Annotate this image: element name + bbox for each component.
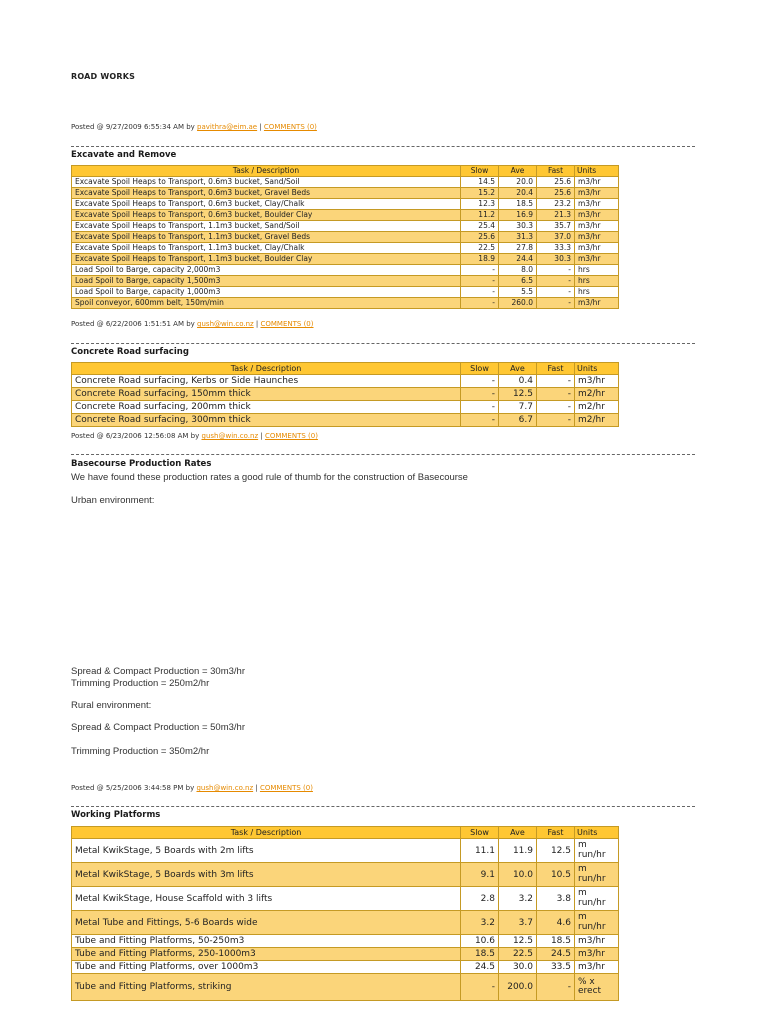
- author-link[interactable]: pavithra@eim.ae: [197, 123, 258, 131]
- cell-units: m3/hr: [575, 243, 619, 254]
- divider: [71, 454, 695, 455]
- header-ave: Ave: [499, 363, 537, 375]
- cell-fast: -: [537, 414, 575, 427]
- header-slow: Slow: [461, 827, 499, 839]
- cell-fast: -: [537, 388, 575, 401]
- section-title-concrete: Concrete Road surfacing: [71, 347, 189, 357]
- cell-fast: 4.6: [537, 911, 575, 935]
- cell-task: Tube and Fitting Platforms, 50-250m3: [72, 935, 461, 948]
- cell-units: m3/hr: [575, 177, 619, 188]
- cell-ave: 200.0: [499, 974, 537, 1001]
- cell-units: m3/hr: [575, 188, 619, 199]
- cell-fast: 33.3: [537, 243, 575, 254]
- cell-ave: 16.9: [499, 210, 537, 221]
- cell-task: Excavate Spoil Heaps to Transport, 0.6m3 bucket, Gravel Beds: [72, 188, 461, 199]
- cell-slow: 24.5: [461, 961, 499, 974]
- cell-ave: 6.5: [499, 276, 537, 287]
- cell-ave: 27.8: [499, 243, 537, 254]
- cell-slow: 15.2: [461, 188, 499, 199]
- urban-spread: Spread & Compact Production = 30m3/hr: [71, 666, 245, 677]
- table-row: [72, 210, 619, 221]
- table-concrete: [71, 362, 619, 427]
- header-slow: Slow: [461, 166, 499, 177]
- separator: |: [258, 432, 265, 440]
- header-ave: Ave: [499, 827, 537, 839]
- cell-units: m run/hr: [575, 887, 619, 911]
- cell-task: Metal Tube and Fittings, 5-6 Boards wide: [72, 911, 461, 935]
- table-excavate: [71, 165, 619, 309]
- cell-task: Excavate Spoil Heaps to Transport, 1.1m3 bucket, Gravel Beds: [72, 232, 461, 243]
- cell-slow: 9.1: [461, 863, 499, 887]
- cell-task: Excavate Spoil Heaps to Transport, 0.6m3 bucket, Sand/Soil: [72, 177, 461, 188]
- table-row: [72, 276, 619, 287]
- cell-fast: 33.5: [537, 961, 575, 974]
- header-units: Units: [575, 166, 619, 177]
- cell-task: Metal KwikStage, 5 Boards with 3m lifts: [72, 863, 461, 887]
- table-row: [72, 287, 619, 298]
- cell-slow: 18.9: [461, 254, 499, 265]
- posted-timestamp: Posted @ 5/25/2006 3:44:58 PM by: [71, 784, 197, 792]
- cell-slow: 11.1: [461, 839, 499, 863]
- cell-slow: 25.6: [461, 232, 499, 243]
- cell-units: m run/hr: [575, 863, 619, 887]
- post-meta: [71, 123, 317, 131]
- cell-fast: 35.7: [537, 221, 575, 232]
- table-row: [72, 298, 619, 309]
- posted-timestamp: Posted @ 6/22/2006 1:51:51 AM by: [71, 320, 198, 328]
- cell-ave: 18.5: [499, 199, 537, 210]
- section-title-excavate: Excavate and Remove: [71, 150, 177, 160]
- cell-slow: 12.3: [461, 199, 499, 210]
- table-row: [72, 961, 619, 974]
- cell-slow: 14.5: [461, 177, 499, 188]
- rural-spread: Spread & Compact Production = 50m3/hr: [71, 722, 245, 733]
- post-meta: [71, 320, 314, 328]
- cell-units: m3/hr: [575, 199, 619, 210]
- cell-task: Spoil conveyor, 600mm belt, 150m/min: [72, 298, 461, 309]
- cell-slow: 22.5: [461, 243, 499, 254]
- author-link[interactable]: gush@win.co.nz: [201, 432, 259, 440]
- cell-fast: 3.8: [537, 887, 575, 911]
- table-row: [72, 974, 619, 1001]
- table-row: [72, 254, 619, 265]
- cell-fast: 10.5: [537, 863, 575, 887]
- header-fast: Fast: [537, 827, 575, 839]
- cell-fast: -: [537, 287, 575, 298]
- table-row: [72, 911, 619, 935]
- cell-ave: 20.0: [499, 177, 537, 188]
- cell-ave: 24.4: [499, 254, 537, 265]
- post-meta: [71, 432, 318, 440]
- header-units: Units: [575, 827, 619, 839]
- urban-trim: Trimming Production = 250m2/hr: [71, 678, 210, 689]
- cell-fast: -: [537, 298, 575, 309]
- table-row: [72, 188, 619, 199]
- table-row: [72, 375, 619, 388]
- header-ave: Ave: [499, 166, 537, 177]
- cell-fast: -: [537, 276, 575, 287]
- author-link[interactable]: gush@win.co.nz: [196, 784, 254, 792]
- cell-task: Excavate Spoil Heaps to Transport, 0.6m3 bucket, Boulder Clay: [72, 210, 461, 221]
- table-row: [72, 232, 619, 243]
- header-slow: Slow: [461, 363, 499, 375]
- table-header-row: [72, 363, 619, 375]
- posted-timestamp: Posted @ 9/27/2009 6:55:34 AM by: [71, 123, 198, 131]
- table-row: [72, 839, 619, 863]
- cell-units: m run/hr: [575, 839, 619, 863]
- cell-ave: 10.0: [499, 863, 537, 887]
- cell-slow: 10.6: [461, 935, 499, 948]
- cell-fast: -: [537, 401, 575, 414]
- cell-fast: 30.3: [537, 254, 575, 265]
- section-title-platforms: Working Platforms: [71, 810, 161, 820]
- cell-ave: 12.5: [499, 388, 537, 401]
- cell-units: m3/hr: [575, 254, 619, 265]
- comments-link[interactable]: COMMENTS (0): [260, 320, 314, 328]
- cell-units: m2/hr: [575, 401, 619, 414]
- table-row: [72, 935, 619, 948]
- cell-ave: 8.0: [499, 265, 537, 276]
- divider: [71, 146, 695, 147]
- cell-fast: -: [537, 265, 575, 276]
- cell-units: m2/hr: [575, 388, 619, 401]
- cell-ave: 7.7: [499, 401, 537, 414]
- author-link[interactable]: gush@win.co.nz: [197, 320, 254, 328]
- cell-task: Load Spoil to Barge, capacity 1,500m3: [72, 276, 461, 287]
- separator: |: [253, 320, 261, 328]
- cell-units: m3/hr: [575, 210, 619, 221]
- post-meta: [71, 784, 313, 792]
- cell-slow: -: [461, 298, 499, 309]
- table-row: [72, 177, 619, 188]
- cell-units: m3/hr: [575, 232, 619, 243]
- table-row: [72, 243, 619, 254]
- comments-link[interactable]: COMMENTS (0): [259, 784, 313, 792]
- header-units: Units: [575, 363, 619, 375]
- cell-task: Excavate Spoil Heaps to Transport, 1.1m3 bucket, Sand/Soil: [72, 221, 461, 232]
- cell-task: Load Spoil to Barge, capacity 2,000m3: [72, 265, 461, 276]
- cell-units: m2/hr: [575, 414, 619, 427]
- cell-task: Concrete Road surfacing, 300mm thick: [72, 414, 461, 427]
- separator: |: [257, 123, 264, 131]
- table-row: [72, 948, 619, 961]
- header-fast: Fast: [537, 166, 575, 177]
- cell-task: Concrete Road surfacing, 200mm thick: [72, 401, 461, 414]
- cell-slow: 25.4: [461, 221, 499, 232]
- cell-ave: 31.3: [499, 232, 537, 243]
- separator: |: [253, 784, 260, 792]
- table-row: [72, 414, 619, 427]
- divider: [71, 806, 695, 807]
- cell-fast: 21.3: [537, 210, 575, 221]
- divider: [71, 343, 695, 344]
- cell-fast: 37.0: [537, 232, 575, 243]
- cell-fast: 25.6: [537, 177, 575, 188]
- cell-units: m3/hr: [575, 375, 619, 388]
- posted-timestamp: Posted @ 6/23/2006 12:56:08 AM by: [71, 432, 202, 440]
- cell-slow: -: [461, 265, 499, 276]
- cell-slow: 2.8: [461, 887, 499, 911]
- section-title-basecourse: Basecourse Production Rates: [71, 459, 212, 469]
- cell-ave: 6.7: [499, 414, 537, 427]
- cell-slow: 18.5: [461, 948, 499, 961]
- cell-fast: 23.2: [537, 199, 575, 210]
- cell-units: % x erect: [575, 974, 619, 1001]
- cell-ave: 30.3: [499, 221, 537, 232]
- table-row: [72, 265, 619, 276]
- comments-link[interactable]: COMMENTS (0): [263, 123, 317, 131]
- cell-ave: 30.0: [499, 961, 537, 974]
- header-task: Task / Description: [72, 363, 461, 375]
- cell-task: Load Spoil to Barge, capacity 1,000m3: [72, 287, 461, 298]
- cell-task: Excavate Spoil Heaps to Transport, 1.1m3 bucket, Boulder Clay: [72, 254, 461, 265]
- cell-fast: 12.5: [537, 839, 575, 863]
- cell-task: Excavate Spoil Heaps to Transport, 1.1m3 bucket, Clay/Chalk: [72, 243, 461, 254]
- cell-slow: -: [461, 388, 499, 401]
- cell-units: hrs: [575, 287, 619, 298]
- rural-trim: Trimming Production = 350m2/hr: [71, 746, 210, 757]
- cell-task: Metal KwikStage, 5 Boards with 2m lifts: [72, 839, 461, 863]
- cell-fast: 24.5: [537, 948, 575, 961]
- cell-units: hrs: [575, 265, 619, 276]
- cell-fast: -: [537, 974, 575, 1001]
- cell-units: m3/hr: [575, 298, 619, 309]
- urban-label: Urban environment:: [71, 495, 155, 506]
- cell-fast: 25.6: [537, 188, 575, 199]
- table-row: [72, 863, 619, 887]
- table-row: [72, 388, 619, 401]
- cell-units: m run/hr: [575, 911, 619, 935]
- table-row: [72, 221, 619, 232]
- cell-slow: -: [461, 276, 499, 287]
- table-row: [72, 887, 619, 911]
- cell-ave: 22.5: [499, 948, 537, 961]
- comments-link[interactable]: COMMENTS (0): [264, 432, 318, 440]
- header-fast: Fast: [537, 363, 575, 375]
- cell-ave: 3.2: [499, 887, 537, 911]
- cell-ave: 5.5: [499, 287, 537, 298]
- page-title: ROAD WORKS: [71, 72, 136, 81]
- cell-fast: -: [537, 375, 575, 388]
- rural-label: Rural environment:: [71, 700, 152, 711]
- cell-fast: 18.5: [537, 935, 575, 948]
- basecourse-intro: We have found these production rates a good rule of thumb for the construction of Basecourse: [71, 472, 468, 483]
- cell-task: Excavate Spoil Heaps to Transport, 0.6m3 bucket, Clay/Chalk: [72, 199, 461, 210]
- table-header-row: [72, 827, 619, 839]
- cell-units: m3/hr: [575, 961, 619, 974]
- cell-slow: -: [461, 414, 499, 427]
- cell-ave: 260.0: [499, 298, 537, 309]
- cell-units: hrs: [575, 276, 619, 287]
- table-row: [72, 401, 619, 414]
- cell-ave: 0.4: [499, 375, 537, 388]
- cell-slow: -: [461, 974, 499, 1001]
- cell-ave: 11.9: [499, 839, 537, 863]
- cell-ave: 12.5: [499, 935, 537, 948]
- cell-task: Concrete Road surfacing, 150mm thick: [72, 388, 461, 401]
- cell-slow: -: [461, 401, 499, 414]
- header-task: Task / Description: [72, 827, 461, 839]
- cell-task: Concrete Road surfacing, Kerbs or Side Haunches: [72, 375, 461, 388]
- cell-ave: 3.7: [499, 911, 537, 935]
- cell-units: m3/hr: [575, 935, 619, 948]
- cell-slow: 11.2: [461, 210, 499, 221]
- cell-task: Tube and Fitting Platforms, striking: [72, 974, 461, 1001]
- cell-units: m3/hr: [575, 221, 619, 232]
- cell-task: Tube and Fitting Platforms, over 1000m3: [72, 961, 461, 974]
- table-header-row: [72, 166, 619, 177]
- cell-slow: 3.2: [461, 911, 499, 935]
- table-row: [72, 199, 619, 210]
- cell-task: Tube and Fitting Platforms, 250-1000m3: [72, 948, 461, 961]
- cell-task: Metal KwikStage, House Scaffold with 3 lifts: [72, 887, 461, 911]
- cell-slow: -: [461, 287, 499, 298]
- cell-ave: 20.4: [499, 188, 537, 199]
- cell-slow: -: [461, 375, 499, 388]
- header-task: Task / Description: [72, 166, 461, 177]
- table-platforms: [71, 826, 619, 1001]
- cell-units: m3/hr: [575, 948, 619, 961]
